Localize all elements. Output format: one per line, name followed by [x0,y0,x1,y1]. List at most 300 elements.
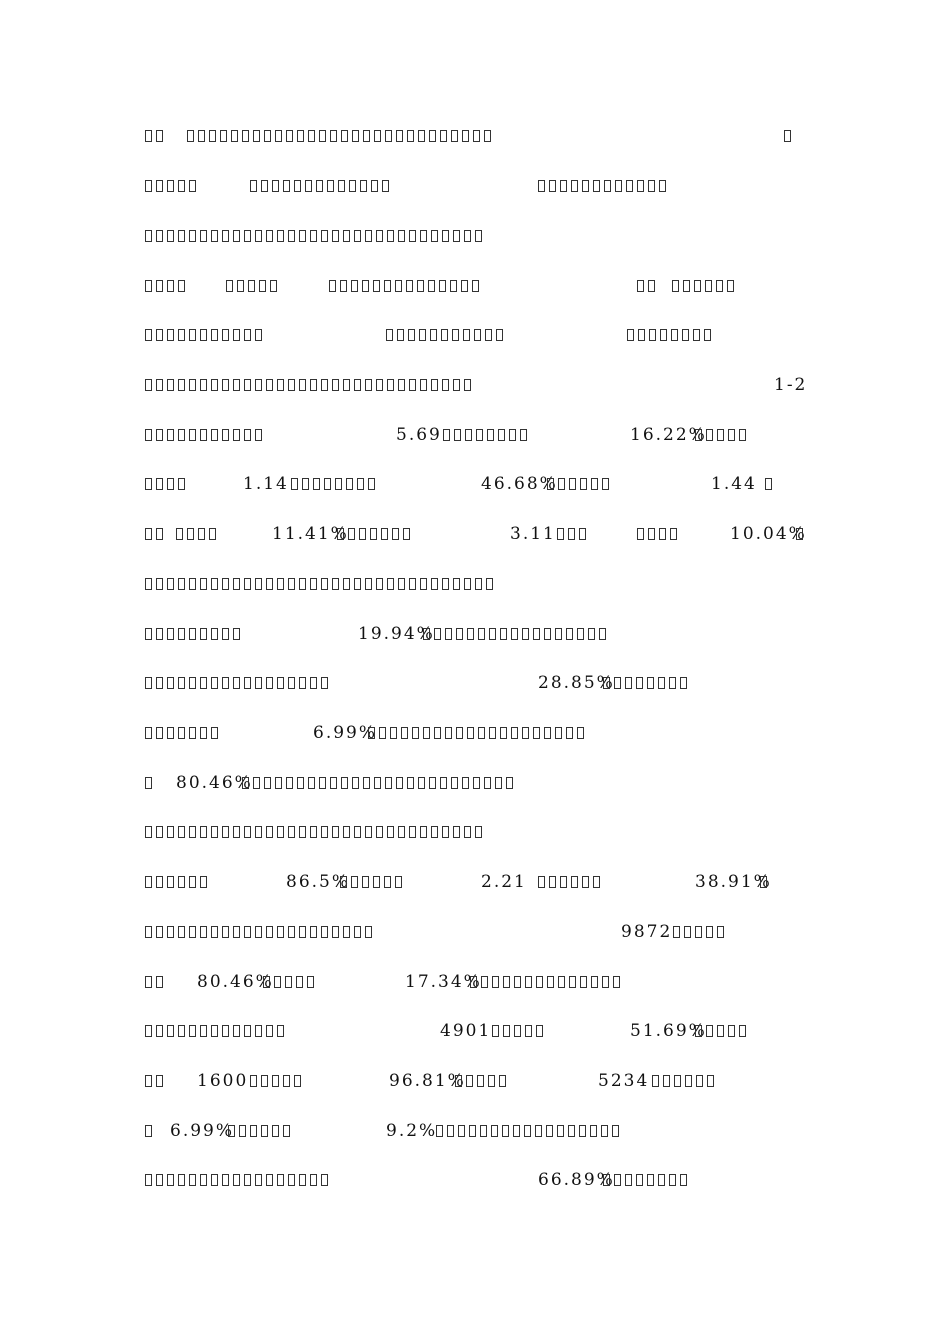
missing-glyph-box [145,1025,152,1037]
missing-glyph-box [707,1075,714,1087]
missing-glyph-box [638,329,645,341]
missing-glyph-box [248,280,255,292]
missing-glyph-box [396,777,403,789]
missing-glyph-box [728,1025,735,1037]
missing-glyph-box [440,777,447,789]
missing-glyph-box [340,876,347,888]
missing-glyph-box [560,180,567,192]
missing-glyph-box [456,727,463,739]
unrendered-glyphs [784,130,795,143]
missing-glyph-box [266,379,273,391]
missing-glyph-box [506,777,513,789]
missing-glyph-box [277,578,284,590]
missing-glyph-box [288,677,295,689]
missing-glyph-box [480,1125,487,1137]
missing-glyph-box [178,429,185,441]
missing-glyph-box [431,379,438,391]
missing-glyph-box [308,130,315,142]
unrendered-glyphs [538,876,604,889]
missing-glyph-box [374,777,381,789]
missing-glyph-box [418,130,425,142]
unrendered-glyphs [145,280,189,293]
unrendered-glyphs [250,180,393,193]
missing-glyph-box [222,1174,229,1186]
missing-glyph-box [557,1125,564,1137]
missing-glyph-box [270,280,277,292]
missing-glyph-box [156,1174,163,1186]
missing-glyph-box [209,528,216,540]
missing-glyph-box [228,1125,235,1137]
missing-glyph-box [509,429,516,441]
missing-glyph-box [198,528,205,540]
missing-glyph-box [167,677,174,689]
missing-glyph-box [658,1174,665,1186]
missing-glyph-box [200,578,207,590]
missing-glyph-box [286,130,293,142]
missing-glyph-box [354,926,361,938]
missing-glyph-box [266,1174,273,1186]
unrendered-glyphs [145,1174,332,1187]
missing-glyph-box [189,180,196,192]
missing-glyph-box [362,280,369,292]
missing-glyph-box [387,379,394,391]
missing-glyph-box [694,280,701,292]
missing-glyph-box [200,727,207,739]
missing-glyph-box [250,1125,257,1137]
missing-glyph-box [647,1174,654,1186]
missing-glyph-box [319,777,326,789]
missing-glyph-box [648,528,655,540]
missing-glyph-box [156,876,163,888]
missing-glyph-box [368,478,375,490]
missing-glyph-box [200,628,207,640]
missing-glyph-box [305,180,312,192]
missing-glyph-box [145,280,152,292]
text-segment: 9.2% [386,1121,438,1141]
missing-glyph-box [266,1025,273,1037]
missing-glyph-box [277,1174,284,1186]
unrendered-glyphs [226,280,281,293]
missing-glyph-box [145,578,152,590]
missing-glyph-box [264,130,271,142]
unrendered-glyphs [603,677,691,690]
missing-glyph-box [430,329,437,341]
missing-glyph-box [683,280,690,292]
text-segment: 5234 [598,1071,650,1091]
missing-glyph-box [167,1025,174,1037]
missing-glyph-box [255,329,262,341]
missing-glyph-box [275,130,282,142]
missing-glyph-box [349,180,356,192]
missing-glyph-box [696,1075,703,1087]
unrendered-glyphs [673,926,728,939]
unrendered-glyphs [145,1125,156,1138]
missing-glyph-box [178,677,185,689]
missing-glyph-box [533,628,540,640]
missing-glyph-box [397,329,404,341]
missing-glyph-box [398,578,405,590]
missing-glyph-box [145,230,152,242]
missing-glyph-box [475,578,482,590]
missing-glyph-box [362,876,369,888]
missing-glyph-box [582,876,589,888]
missing-glyph-box [189,379,196,391]
missing-glyph-box [434,628,441,640]
missing-glyph-box [211,1174,218,1186]
missing-glyph-box [695,1025,702,1037]
missing-glyph-box [156,478,163,490]
missing-glyph-box [354,826,361,838]
missing-glyph-box [264,777,271,789]
missing-glyph-box [156,280,163,292]
missing-glyph-box [463,329,470,341]
missing-glyph-box [470,976,477,988]
missing-glyph-box [244,926,251,938]
missing-glyph-box [167,628,174,640]
missing-glyph-box [288,379,295,391]
missing-glyph-box [319,130,326,142]
missing-glyph-box [485,329,492,341]
missing-glyph-box [717,429,724,441]
missing-glyph-box [566,727,573,739]
missing-glyph-box [145,329,152,341]
missing-glyph-box [310,826,317,838]
missing-glyph-box [462,130,469,142]
missing-glyph-box [233,1025,240,1037]
missing-glyph-box [408,329,415,341]
unrendered-glyphs [187,130,495,143]
missing-glyph-box [348,528,355,540]
missing-glyph-box [474,329,481,341]
unrendered-glyphs [145,826,486,839]
missing-glyph-box [569,976,576,988]
text-line [0,519,950,549]
missing-glyph-box [211,628,218,640]
missing-glyph-box [167,826,174,838]
missing-glyph-box [167,379,174,391]
missing-glyph-box [450,280,457,292]
missing-glyph-box [261,180,268,192]
missing-glyph-box [167,329,174,341]
missing-glyph-box [398,379,405,391]
missing-glyph-box [266,578,273,590]
missing-glyph-box [145,727,152,739]
missing-glyph-box [693,329,700,341]
missing-glyph-box [481,976,488,988]
missing-glyph-box [145,180,152,192]
missing-glyph-box [222,230,229,242]
missing-glyph-box [579,1125,586,1137]
missing-glyph-box [669,1174,676,1186]
missing-glyph-box [558,478,565,490]
missing-glyph-box [156,180,163,192]
missing-glyph-box [299,230,306,242]
missing-glyph-box [178,280,185,292]
missing-glyph-box [706,429,713,441]
missing-glyph-box [363,130,370,142]
missing-glyph-box [384,280,391,292]
missing-glyph-box [511,727,518,739]
text-segment: 9872 [621,922,673,942]
missing-glyph-box [261,1125,268,1137]
missing-glyph-box [591,976,598,988]
missing-glyph-box [156,130,163,142]
unrendered-glyphs [228,1125,294,1138]
missing-glyph-box [407,130,414,142]
missing-glyph-box [299,1174,306,1186]
missing-glyph-box [602,478,609,490]
missing-glyph-box [452,329,459,341]
missing-glyph-box [451,130,458,142]
missing-glyph-box [288,230,295,242]
missing-glyph-box [566,628,573,640]
text-segment: 17.34% [405,972,482,992]
missing-glyph-box [231,130,238,142]
missing-glyph-box [603,1174,610,1186]
missing-glyph-box [145,926,152,938]
text-line [0,569,950,599]
text-line [0,619,950,649]
missing-glyph-box [222,379,229,391]
missing-glyph-box [441,329,448,341]
missing-glyph-box [335,478,342,490]
missing-glyph-box [500,628,507,640]
text-line [0,1066,950,1096]
missing-glyph-box [359,528,366,540]
missing-glyph-box [385,777,392,789]
unrendered-glyphs [760,876,771,889]
missing-glyph-box [244,230,251,242]
missing-glyph-box [220,130,227,142]
missing-glyph-box [451,777,458,789]
missing-glyph-box [673,926,680,938]
missing-glyph-box [253,130,260,142]
missing-glyph-box [156,727,163,739]
missing-glyph-box [178,1025,185,1037]
missing-glyph-box [469,1125,476,1137]
missing-glyph-box [286,777,293,789]
missing-glyph-box [453,379,460,391]
missing-glyph-box [569,478,576,490]
missing-glyph-box [250,1075,257,1087]
unrendered-glyphs [368,727,588,740]
missing-glyph-box [489,628,496,640]
missing-glyph-box [189,628,196,640]
missing-glyph-box [316,180,323,192]
missing-glyph-box [674,1075,681,1087]
text-segment: 46.68% [481,474,558,494]
unrendered-glyphs [603,1174,691,1187]
missing-glyph-box [428,280,435,292]
missing-glyph-box [266,230,273,242]
missing-glyph-box [593,876,600,888]
missing-glyph-box [285,976,292,988]
text-segment: 4901 [440,1021,492,1041]
missing-glyph-box [533,727,540,739]
missing-glyph-box [442,826,449,838]
missing-glyph-box [439,280,446,292]
missing-glyph-box [239,1125,246,1137]
missing-glyph-box [455,1075,462,1087]
missing-glyph-box [478,727,485,739]
missing-glyph-box [145,528,152,540]
missing-glyph-box [156,926,163,938]
missing-glyph-box [200,677,207,689]
missing-glyph-box [365,230,372,242]
missing-glyph-box [261,1075,268,1087]
missing-glyph-box [351,280,358,292]
missing-glyph-box [211,379,218,391]
text-line [0,370,950,400]
missing-glyph-box [590,1125,597,1137]
missing-glyph-box [454,429,461,441]
missing-glyph-box [178,1174,185,1186]
missing-glyph-box [327,180,334,192]
missing-glyph-box [462,777,469,789]
missing-glyph-box [417,280,424,292]
missing-glyph-box [549,180,556,192]
missing-glyph-box [145,379,152,391]
missing-glyph-box [636,677,643,689]
missing-glyph-box [255,1025,262,1037]
missing-glyph-box [233,826,240,838]
missing-glyph-box [277,677,284,689]
unrendered-glyphs [340,876,406,889]
unrendered-glyphs [765,478,776,491]
missing-glyph-box [475,230,482,242]
text-line [0,420,950,450]
missing-glyph-box [145,130,152,142]
missing-glyph-box [365,926,372,938]
missing-glyph-box [614,1174,621,1186]
missing-glyph-box [484,130,491,142]
missing-glyph-box [387,578,394,590]
missing-glyph-box [658,677,665,689]
missing-glyph-box [187,528,194,540]
missing-glyph-box [376,379,383,391]
missing-glyph-box [178,478,185,490]
missing-glyph-box [242,130,249,142]
missing-glyph-box [577,727,584,739]
unrendered-glyphs [263,976,318,989]
missing-glyph-box [167,876,174,888]
missing-glyph-box [447,1125,454,1137]
missing-glyph-box [580,976,587,988]
missing-glyph-box [178,876,185,888]
missing-glyph-box [374,130,381,142]
unrendered-glyphs [337,528,414,541]
missing-glyph-box [466,1075,473,1087]
missing-glyph-box [294,180,301,192]
missing-glyph-box [546,1125,553,1137]
missing-glyph-box [591,478,598,490]
missing-glyph-box [242,777,249,789]
missing-glyph-box [363,777,370,789]
missing-glyph-box [189,1025,196,1037]
missing-glyph-box [222,578,229,590]
missing-glyph-box [321,677,328,689]
missing-glyph-box [200,1025,207,1037]
missing-glyph-box [555,727,562,739]
missing-glyph-box [453,826,460,838]
missing-glyph-box [302,478,309,490]
missing-glyph-box [648,280,655,292]
missing-glyph-box [211,578,218,590]
missing-glyph-box [211,429,218,441]
unrendered-glyphs [145,379,475,392]
missing-glyph-box [329,280,336,292]
missing-glyph-box [233,926,240,938]
text-segment: 1.14 [243,474,289,494]
missing-glyph-box [354,230,361,242]
text-line [0,271,950,301]
text-segment: 10.04% [730,524,807,544]
missing-glyph-box [615,180,622,192]
missing-glyph-box [178,230,185,242]
missing-glyph-box [431,230,438,242]
missing-glyph-box [511,628,518,640]
missing-glyph-box [442,230,449,242]
missing-glyph-box [330,777,337,789]
missing-glyph-box [310,926,317,938]
unrendered-glyphs [145,777,156,790]
missing-glyph-box [491,1125,498,1137]
missing-glyph-box [535,1125,542,1137]
missing-glyph-box [291,478,298,490]
missing-glyph-box [536,1025,543,1037]
missing-glyph-box [495,777,502,789]
missing-glyph-box [307,976,314,988]
missing-glyph-box [145,1125,152,1137]
missing-glyph-box [409,826,416,838]
missing-glyph-box [222,329,229,341]
missing-glyph-box [706,926,713,938]
missing-glyph-box [492,976,499,988]
missing-glyph-box [387,826,394,838]
missing-glyph-box [409,230,416,242]
missing-glyph-box [167,280,174,292]
unrendered-glyphs [176,528,220,541]
missing-glyph-box [467,628,474,640]
missing-glyph-box [332,926,339,938]
text-line [0,917,950,947]
missing-glyph-box [680,677,687,689]
missing-glyph-box [167,926,174,938]
missing-glyph-box [332,826,339,838]
missing-glyph-box [145,1174,152,1186]
missing-glyph-box [189,926,196,938]
missing-glyph-box [244,379,251,391]
missing-glyph-box [500,727,507,739]
missing-glyph-box [625,677,632,689]
text-line [0,320,950,350]
missing-glyph-box [222,628,229,640]
missing-glyph-box [613,976,620,988]
missing-glyph-box [255,1174,262,1186]
missing-glyph-box [341,777,348,789]
missing-glyph-box [727,280,734,292]
missing-glyph-box [178,926,185,938]
missing-glyph-box [200,230,207,242]
missing-glyph-box [211,1025,218,1037]
missing-glyph-box [784,130,791,142]
missing-glyph-box [189,876,196,888]
missing-glyph-box [272,1075,279,1087]
text-line [0,171,950,201]
text-segment: 51.69% [630,1021,707,1041]
missing-glyph-box [321,578,328,590]
missing-glyph-box [760,876,767,888]
